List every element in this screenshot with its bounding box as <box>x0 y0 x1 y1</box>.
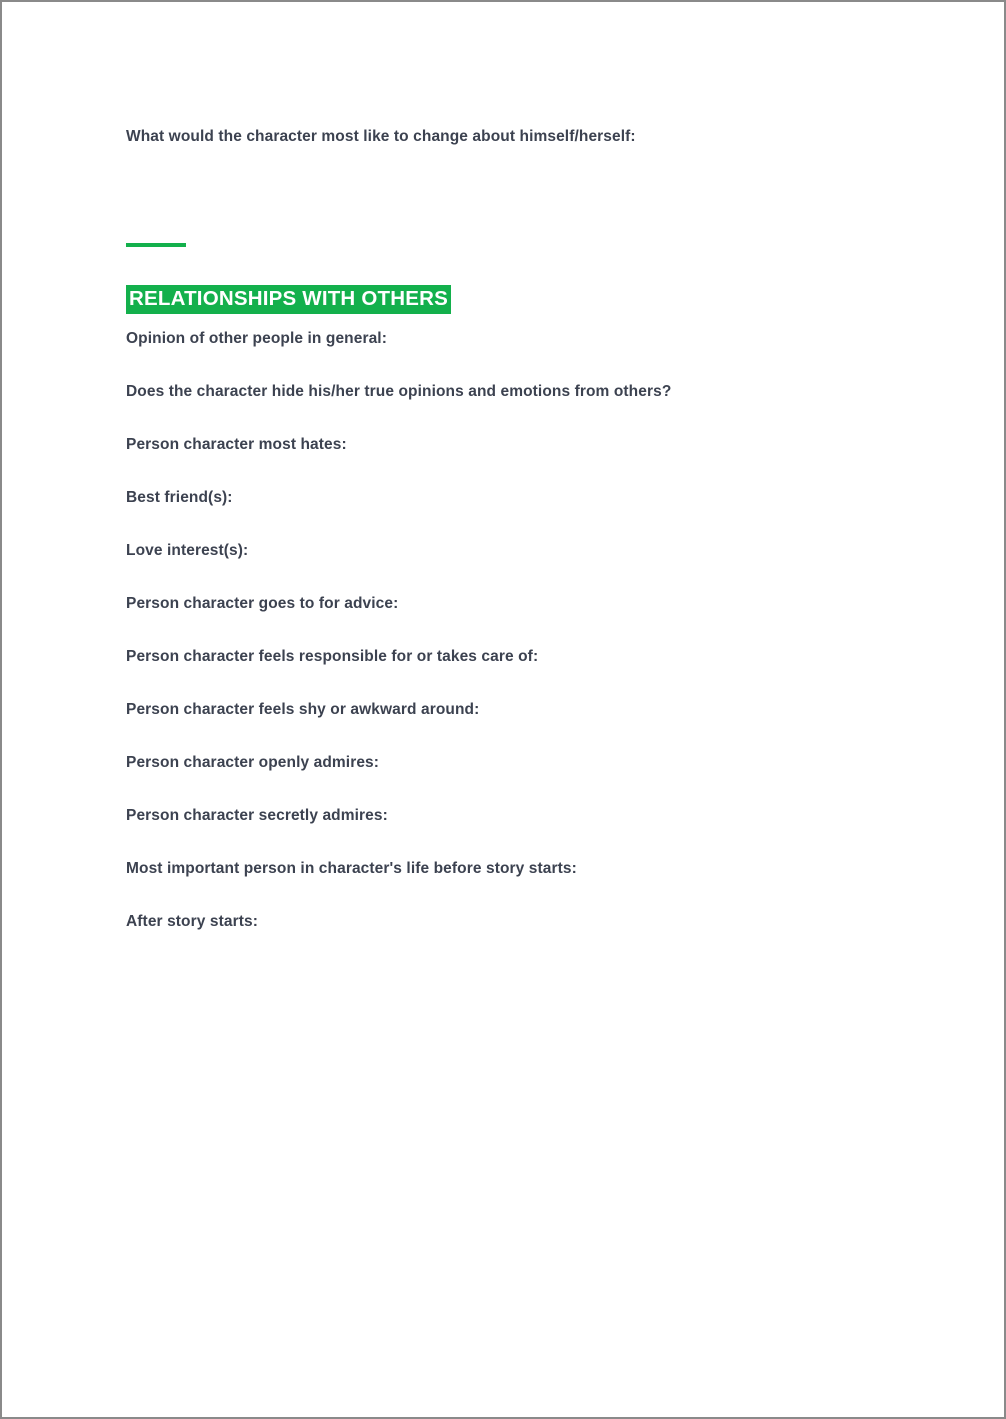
field-label: Person character most hates: <box>126 436 347 453</box>
field-label: Best friend(s): <box>126 489 233 506</box>
field-label: Opinion of other people in general: <box>126 330 387 347</box>
field-label: Person character openly admires: <box>126 754 380 771</box>
question-change-about-self: What would the character most like to change about himself/herself: <box>126 128 636 145</box>
field-label: Person character feels shy or awkward around: <box>126 701 480 718</box>
field-list <box>126 331 886 967</box>
field-label: Person character goes to for advice: <box>126 595 399 612</box>
field-label: Person character feels responsible for or takes care of: <box>126 648 539 665</box>
section-heading-relationships: RELATIONSHIPS WITH OTHERS <box>126 285 451 314</box>
field-label: Love interest(s): <box>126 542 249 559</box>
field-label: Does the character hide his/her true opinions and emotions from others? <box>126 383 672 400</box>
field-label: Person character secretly admires: <box>126 807 388 824</box>
field-label: Most important person in character's life before story starts: <box>126 860 577 877</box>
section-divider-rule <box>126 243 186 247</box>
field-label: After story starts: <box>126 913 258 930</box>
